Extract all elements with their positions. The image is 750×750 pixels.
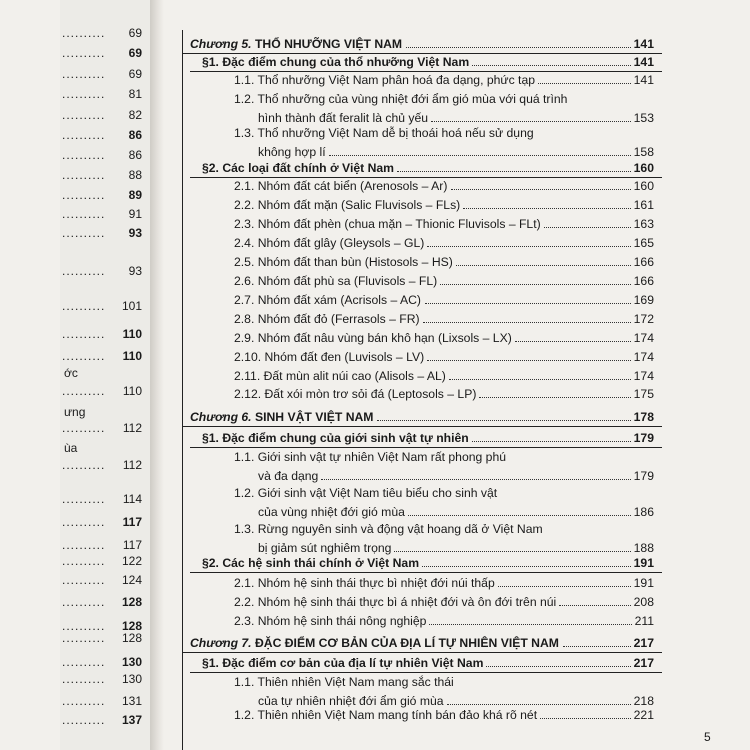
toc-page-number: 174: [633, 331, 654, 345]
facing-page-number: 117: [122, 538, 142, 552]
facing-page-number: 110: [122, 349, 142, 363]
toc-chapter: Chương 7. ĐẶC ĐIỂM CƠ BẢN CỦA ĐỊA LÍ TỰ NHIÊN VIỆT NAM 217: [182, 633, 662, 653]
facing-page-number: 89: [128, 188, 142, 202]
toc-entry: bị giảm sút nghiêm trọng 188: [182, 538, 662, 558]
book-spine: [150, 0, 164, 750]
leader-dots: ..........: [62, 538, 106, 552]
leader-dots: [451, 189, 631, 190]
toc-entry: 2.10. Nhóm đất đen (Luvisols – LV) 174: [182, 347, 662, 367]
leader-dots: [431, 121, 631, 122]
facing-page-number: 93: [128, 226, 142, 240]
toc-page-number: 160: [633, 161, 654, 175]
toc-page-number: 153: [633, 111, 654, 125]
leader-dots: [479, 397, 630, 398]
leader-dots: ..........: [62, 26, 106, 40]
facing-page-number: 82: [128, 108, 142, 122]
leader-dots: ..........: [62, 299, 106, 313]
toc-entry: của vùng nhiệt đới gió mùa 186: [182, 502, 662, 522]
toc-page-number: 174: [633, 369, 654, 383]
facing-page-number: 69: [128, 46, 142, 60]
toc-page-number: 141: [633, 37, 654, 51]
toc-page-number: 218: [633, 694, 654, 708]
facing-page-number: 117: [122, 515, 142, 529]
leader-dots: [397, 171, 631, 172]
toc-page-number: 208: [633, 595, 654, 609]
toc-page-number: 217: [633, 656, 654, 670]
leader-dots: [427, 360, 631, 361]
facing-page-number: 93: [128, 264, 142, 278]
toc-page-number: 174: [633, 350, 654, 364]
leader-dots: [429, 624, 631, 625]
leader-dots: ..........: [62, 595, 106, 609]
leader-dots: [422, 566, 631, 567]
toc-entry: 2.11. Đất mùn alit núi cao (Alisols – AL) 174: [182, 366, 662, 386]
leader-dots: ..........: [62, 492, 106, 506]
leader-dots: ..........: [62, 672, 106, 686]
toc-entry-line: 1.2. Giới sinh vật Việt Nam tiêu biểu cho sinh vật: [234, 486, 498, 500]
leader-dots: ..........: [62, 46, 106, 60]
leader-dots: ..........: [62, 655, 106, 669]
toc-entry: 2.5. Nhóm đất than bùn (Histosols – HS) 166: [182, 252, 662, 272]
facing-page-number: 86: [128, 148, 142, 162]
toc-page-number: 160: [633, 179, 654, 193]
leader-dots: [449, 379, 630, 380]
leader-dots: [463, 208, 630, 209]
facing-page-number: 88: [128, 168, 142, 182]
page-number: 5: [704, 730, 711, 744]
toc-section: §1. Đặc điểm chung của thổ nhưỡng Việt Nam 141: [182, 52, 662, 72]
leader-dots: ..........: [62, 421, 106, 435]
leader-dots: ..........: [62, 631, 106, 645]
leader-dots: ..........: [62, 67, 106, 81]
toc-page-number: 158: [633, 145, 654, 159]
leader-dots: ..........: [62, 554, 106, 568]
leader-dots: ..........: [62, 713, 106, 727]
leader-dots: ..........: [62, 108, 106, 122]
toc-entry: 2.1. Nhóm hệ sinh thái thực bì nhiệt đới núi thấp 191: [182, 573, 662, 593]
facing-page-number: 128: [121, 631, 142, 645]
toc-entry-line: 1.3. Rừng nguyên sinh và động vật hoang dã ở Việt Nam: [234, 522, 543, 536]
toc-entry: 2.9. Nhóm đất nâu vùng bán khô hạn (Lixsols – LX) 174: [182, 328, 662, 348]
toc-entry: 2.12. Đất xói mòn trơ sỏi đá (Leptosols – LP) 175: [182, 384, 662, 404]
toc-page-number: 179: [633, 431, 654, 445]
leader-dots: [559, 605, 630, 606]
toc-page-number: 221: [633, 708, 654, 722]
leader-dots: [440, 284, 630, 285]
toc-page-number: 186: [633, 505, 654, 519]
toc-entry: 1.1. Thổ nhưỡng Việt Nam phân hoá đa dạng, phức tạp 141: [182, 70, 662, 90]
toc-entry: của tự nhiên nhiệt đới ẩm gió mùa 218: [182, 691, 662, 711]
leader-dots: [406, 47, 631, 48]
leader-dots: ..........: [62, 573, 106, 587]
facing-page-number: 130: [121, 655, 142, 669]
toc-page-number: 211: [634, 614, 654, 628]
leader-dots: ..........: [62, 128, 106, 142]
leader-dots: [394, 551, 630, 552]
toc-entry: 2.4. Nhóm đất glây (Gleysols – GL) 165: [182, 233, 662, 253]
leader-dots: [472, 65, 631, 66]
toc-entry: 2.2. Nhóm đất mặn (Salic Fluvisols – FLs) 161: [182, 195, 662, 215]
leader-dots: [329, 155, 631, 156]
leader-dots: ..........: [62, 226, 106, 240]
facing-page-number: 110: [122, 327, 142, 341]
facing-page-number: 91: [128, 207, 142, 221]
leader-dots: ..........: [62, 694, 106, 708]
leader-dots: ..........: [62, 168, 106, 182]
toc-entry: 2.7. Nhóm đất xám (Acrisols – AC) 169: [182, 290, 662, 310]
toc-page-number: 165: [633, 236, 654, 250]
toc-section: §1. Đặc điểm chung của giới sinh vật tự nhiên 179: [182, 428, 662, 448]
leader-dots: ..........: [62, 327, 106, 341]
toc-page-number: 166: [633, 255, 654, 269]
leader-dots: [498, 586, 631, 587]
toc-page-number: 179: [633, 469, 654, 483]
toc-section: §1. Đặc điểm cơ bản của địa lí tự nhiên Việt Nam 217: [182, 653, 662, 673]
facing-page-number: 130: [121, 672, 142, 686]
facing-page-number: 110: [122, 384, 142, 398]
facing-page-number: 86: [128, 128, 142, 142]
toc-entry-line: 1.2. Thổ nhưỡng của vùng nhiệt đới ẩm gió mùa với quá trình: [234, 92, 568, 106]
toc-section: §2. Các loại đất chính ở Việt Nam 160: [182, 158, 662, 178]
toc-page-number: 217: [633, 636, 654, 650]
toc-entry-line: 1.1. Thiên nhiên Việt Nam mang sắc thái: [234, 675, 454, 689]
toc-entry: và đa dạng 179: [182, 466, 662, 486]
leader-dots: [544, 227, 631, 228]
leader-dots: [538, 83, 630, 84]
facing-page-number: 112: [122, 458, 142, 472]
leader-dots: ..........: [62, 188, 106, 202]
facing-page-number: 81: [128, 87, 142, 101]
table-of-contents: [182, 0, 662, 750]
leader-dots: [472, 441, 631, 442]
leader-dots: ..........: [62, 87, 106, 101]
toc-entry: 2.8. Nhóm đất đỏ (Ferrasols – FR) 172: [182, 309, 662, 329]
facing-page-number: 69: [128, 26, 142, 40]
toc-page-number: 163: [633, 217, 654, 231]
leader-dots: [456, 265, 631, 266]
leader-dots: [408, 515, 631, 516]
toc-entry: 2.3. Nhóm hệ sinh thái nông nghiệp 211: [182, 611, 662, 631]
toc-entry: 2.6. Nhóm đất phù sa (Fluvisols – FL) 166: [182, 271, 662, 291]
toc-page-number: 141: [633, 55, 654, 69]
facing-page-number: 131: [121, 694, 142, 708]
leader-dots: [515, 341, 631, 342]
leader-dots: [486, 666, 630, 667]
underline-rule: [182, 426, 662, 427]
leader-dots: [425, 303, 631, 304]
facing-page-number: 124: [121, 573, 142, 587]
facing-page-number: 128: [121, 595, 142, 609]
toc-page-number: 191: [633, 556, 654, 570]
toc-page-number: 191: [633, 576, 654, 590]
toc-entry: hình thành đất feralit là chủ yếu 153: [182, 108, 662, 128]
toc-entry: 2.3. Nhóm đất phèn (chua mặn – Thionic Fluvisols – FLt) 163: [182, 214, 662, 234]
toc-page-number: 172: [633, 312, 654, 326]
leader-dots: [563, 646, 630, 647]
toc-page-number: 141: [633, 73, 654, 87]
toc-chapter: Chương 5. THỔ NHƯỠNG VIỆT NAM 141: [182, 34, 662, 54]
leader-dots: ..........: [62, 458, 106, 472]
leader-dots: ..........: [62, 207, 106, 221]
leader-dots: [321, 479, 630, 480]
facing-page-number: 112: [122, 421, 142, 435]
leader-dots: [377, 420, 631, 421]
leader-dots: [423, 322, 631, 323]
facing-page-number: 69: [128, 67, 142, 81]
toc-entry-line: 1.1. Giới sinh vật tự nhiên Việt Nam rất phong phú: [234, 450, 507, 464]
facing-page-column: .......... 69 .......... 69 .......... 69 .......... 81 .......... 82 .......... 86 .......... 86 .......... 88 .......... 89 .......... 91 .......... 93 .......... 93 .......... 101 .......... 110 .......... 110 .......... 110 .......... 112 .......... 112 .......... 114 .......... 117 .......... 117 .......... 122 .......... 124 .......... 128 .......... 128 .......... 128 .......... 130 .......... 130 .......... 131 .......... 137 ớc ưng ùa: [60, 0, 150, 750]
toc-entry: 1.2. Thiên nhiên Việt Nam mang tính bán đảo khá rõ nét 221: [182, 705, 662, 725]
toc-entry: 2.1. Nhóm đất cát biển (Arenosols – Ar) 160: [182, 176, 662, 196]
toc-entry: 2.2. Nhóm hệ sinh thái thực bì á nhiệt đới và ôn đới trên núi 208: [182, 592, 662, 612]
facing-page-number: 128: [121, 619, 142, 633]
facing-page-number: 122: [121, 554, 142, 568]
leader-dots: [540, 718, 630, 719]
leader-dots: [427, 246, 630, 247]
leader-dots: ..........: [62, 515, 106, 529]
toc-page-number: 175: [633, 387, 654, 401]
leader-dots: ..........: [62, 384, 106, 398]
facing-page-number: 137: [121, 713, 142, 727]
leader-dots: ..........: [62, 148, 106, 162]
toc-chapter: Chương 6. SINH VẬT VIỆT NAM 178: [182, 407, 662, 427]
toc-page-number: 169: [633, 293, 654, 307]
facing-page-number: 114: [122, 492, 142, 506]
leader-dots: ..........: [62, 619, 106, 633]
toc-section: §2. Các hệ sinh thái chính ở Việt Nam 191: [182, 553, 662, 573]
toc-page-number: 178: [633, 410, 654, 424]
leader-dots: ..........: [62, 264, 106, 278]
toc-page-number: 188: [633, 541, 654, 555]
toc-entry-line: 1.3. Thổ nhưỡng Việt Nam dễ bị thoái hoá nếu sử dụng: [234, 126, 534, 140]
leader-dots: ..........: [62, 349, 106, 363]
toc-page-number: 161: [633, 198, 654, 212]
toc-page-number: 166: [633, 274, 654, 288]
facing-page-number: 101: [121, 299, 142, 313]
toc-entry: không hợp lí 158: [182, 142, 662, 162]
